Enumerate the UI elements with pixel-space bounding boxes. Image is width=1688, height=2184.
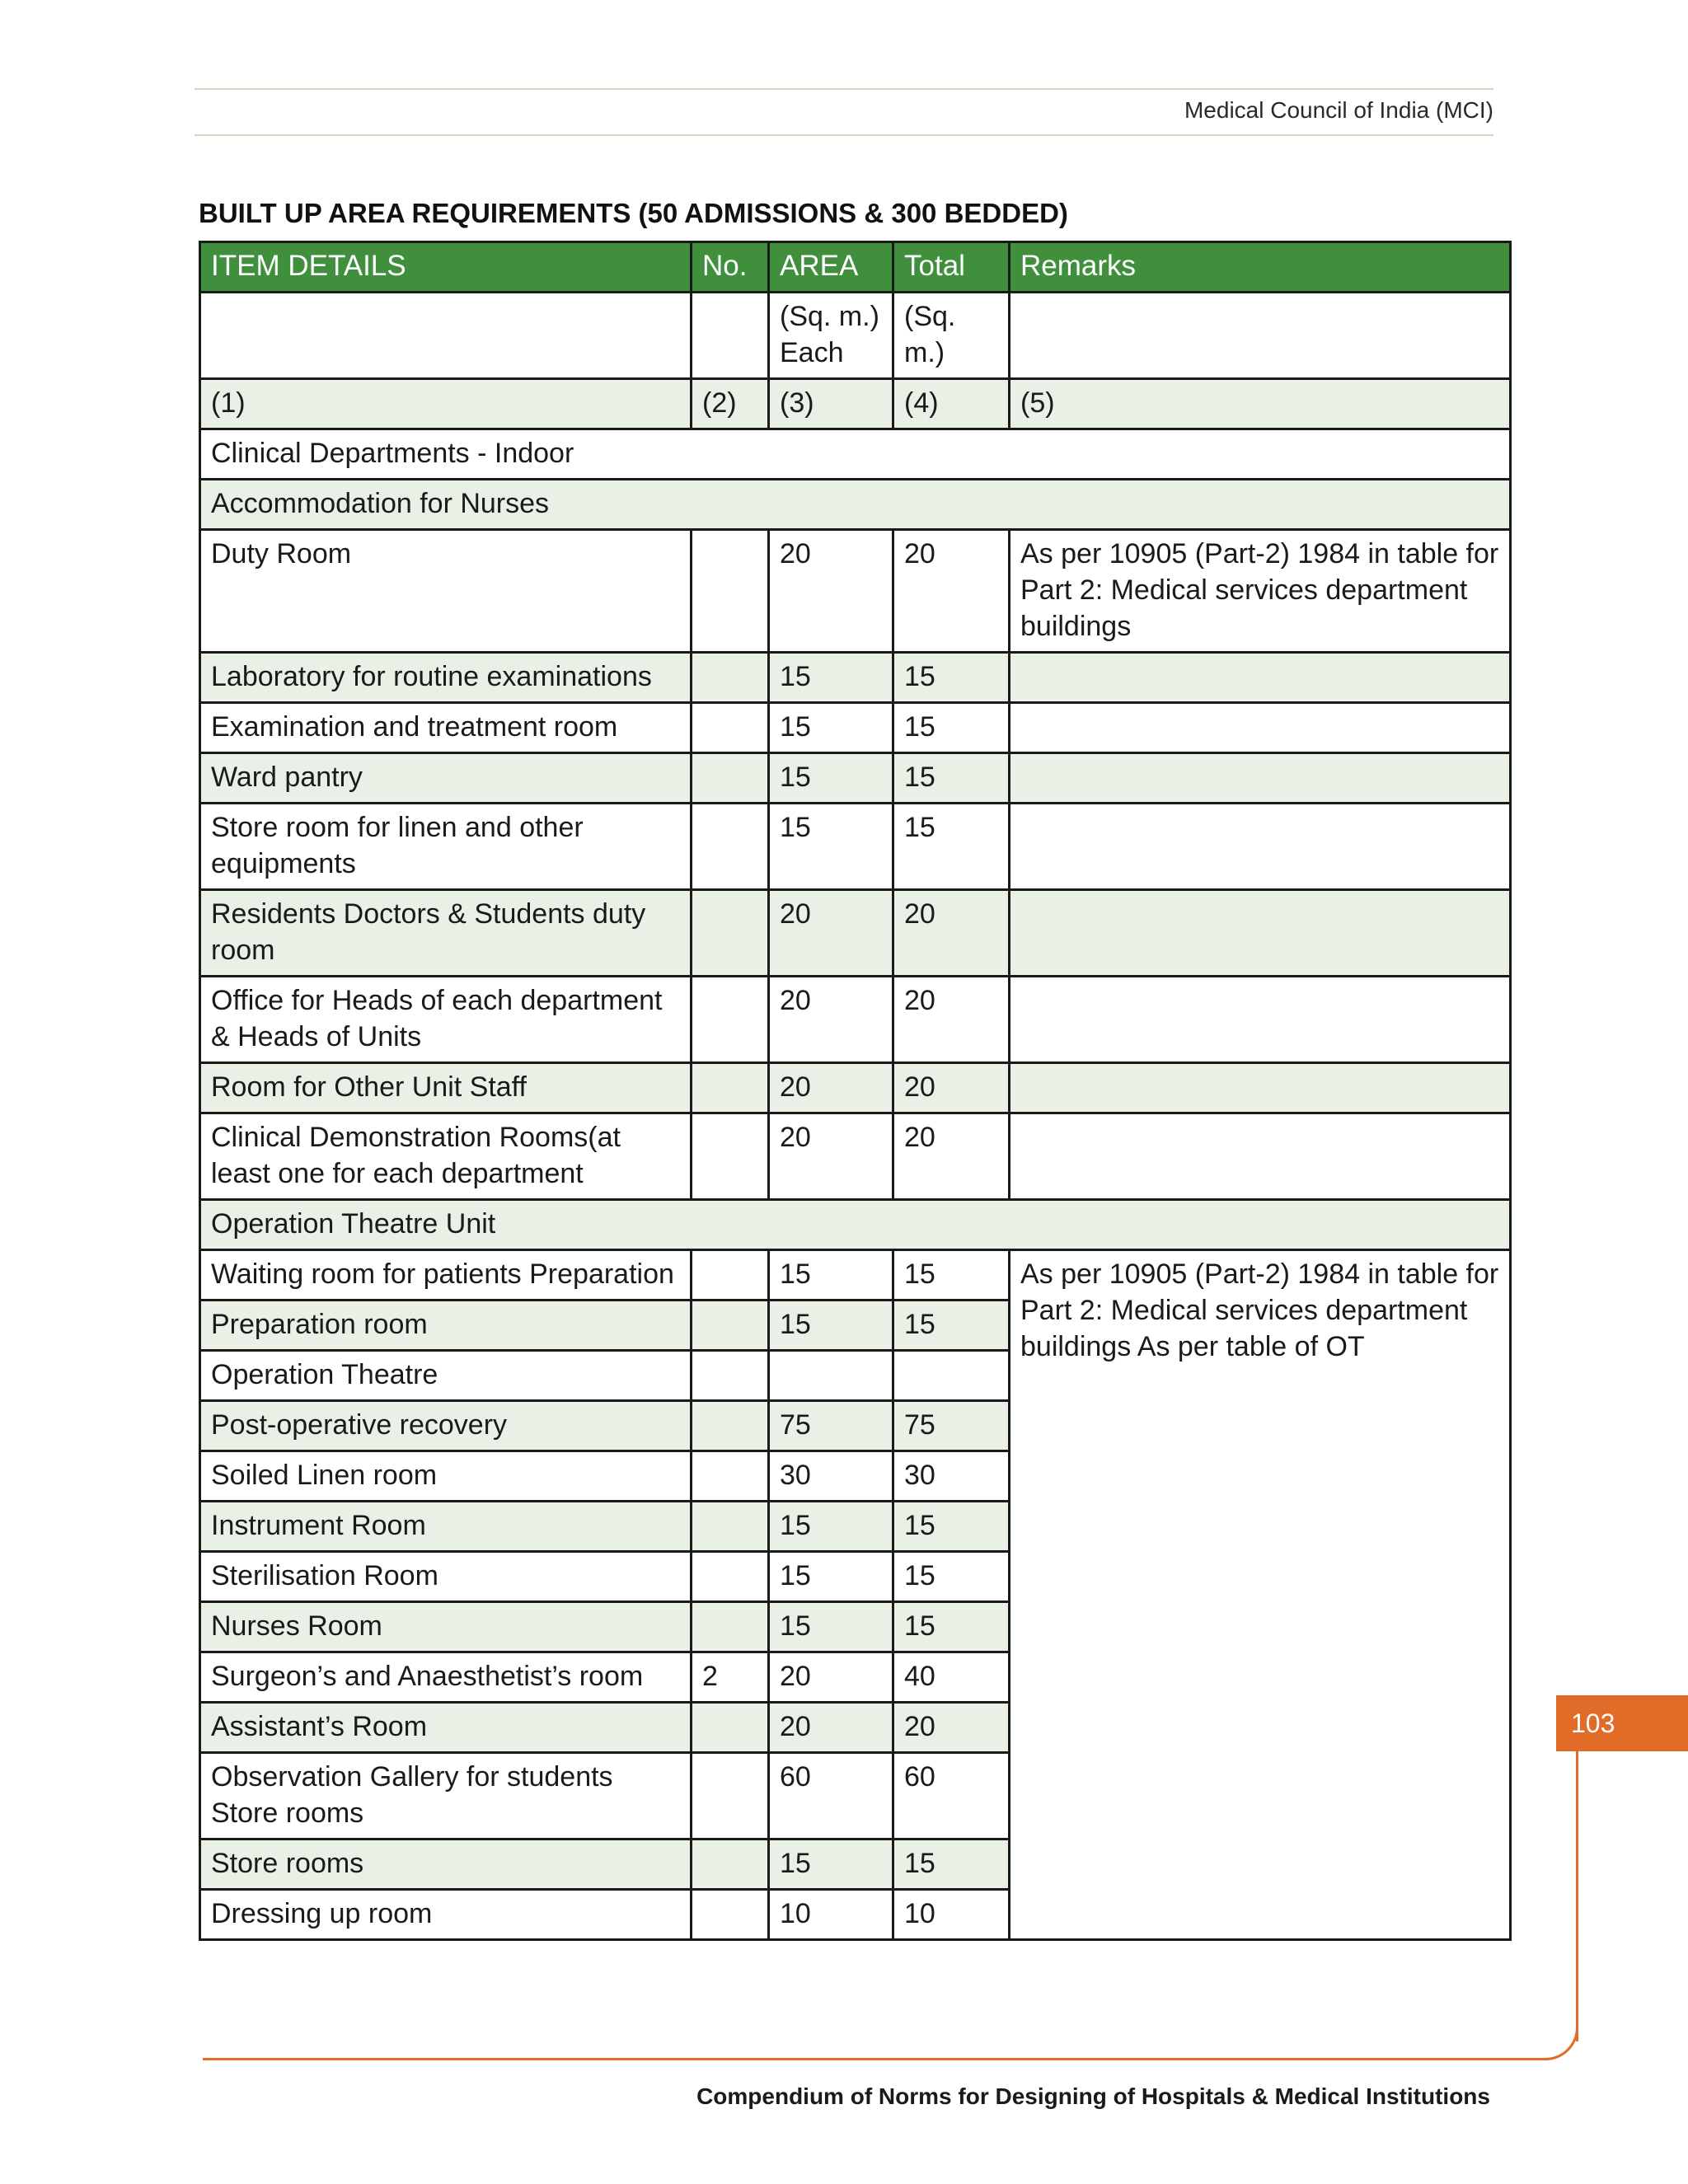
item-count <box>692 1890 769 1940</box>
item-name: Laboratory for routine examinations <box>200 653 692 703</box>
remark-cell <box>1010 1063 1511 1113</box>
item-name: Residents Doctors & Students duty room <box>200 890 692 977</box>
section-indoor: Clinical Departments - Indoor <box>200 429 1511 480</box>
item-count <box>692 1840 769 1890</box>
item-count <box>692 1602 769 1652</box>
area-total: 15 <box>893 753 1010 804</box>
item-count <box>692 1703 769 1753</box>
area-total: 15 <box>893 804 1010 890</box>
item-count <box>692 1113 769 1200</box>
area-each: 15 <box>769 703 893 753</box>
area-unit: (Sq. m.) Each <box>769 293 893 379</box>
item-name: Office for Heads of each department & Heads of Units <box>200 977 692 1063</box>
area-total: 40 <box>893 1652 1010 1703</box>
area-each: 15 <box>769 1602 893 1652</box>
item-count <box>692 753 769 804</box>
area-total: 15 <box>893 1840 1010 1890</box>
area-each: 60 <box>769 1753 893 1840</box>
col-number: (3) <box>769 379 893 429</box>
col-header-remarks: Remarks <box>1010 242 1511 293</box>
table-row <box>200 653 1511 703</box>
item-count <box>692 977 769 1063</box>
item-name: Assistant’s Room <box>200 1703 692 1753</box>
area-each: 20 <box>769 1703 893 1753</box>
area-total: 30 <box>893 1451 1010 1502</box>
page-title: BUILT UP AREA REQUIREMENTS (50 ADMISSIONS & 300 BEDDED) <box>199 198 1068 228</box>
remark-cell <box>1010 653 1511 703</box>
item-name: Clinical Demonstration Rooms(at least one for each department <box>200 1113 692 1200</box>
col-header-item: ITEM DETAILS <box>200 242 692 293</box>
area-total: 10 <box>893 1890 1010 1940</box>
item-name: Dressing up room <box>200 1890 692 1940</box>
item-name: Room for Other Unit Staff <box>200 1063 692 1113</box>
area-each: 15 <box>769 1301 893 1351</box>
area-each: 20 <box>769 977 893 1063</box>
footer-rule <box>203 2058 1538 2060</box>
table-row <box>200 1113 1511 1200</box>
item-count <box>692 530 769 653</box>
table-row <box>200 804 1511 890</box>
col-number: (4) <box>893 379 1010 429</box>
area-each: 15 <box>769 1250 893 1301</box>
col-header-total: Total <box>893 242 1010 293</box>
total-unit: (Sq. m.) <box>893 293 1010 379</box>
item-name: Soiled Linen room <box>200 1451 692 1502</box>
col-header-area: AREA <box>769 242 893 293</box>
item-count <box>692 1552 769 1602</box>
area-total: 20 <box>893 1113 1010 1200</box>
item-name: Observation Gallery for students Store rooms <box>200 1753 692 1840</box>
item-count <box>692 1351 769 1401</box>
remark-cell: As per 10905 (Part-2) 1984 in table for Part 2: Medical services department buildings As per table of OT <box>1010 1250 1511 1940</box>
item-name: Examination and treatment room <box>200 703 692 753</box>
area-total: 20 <box>893 530 1010 653</box>
item-count <box>692 1753 769 1840</box>
column-number-row <box>200 379 1511 429</box>
table-row <box>200 977 1511 1063</box>
item-count <box>692 804 769 890</box>
item-name: Instrument Room <box>200 1502 692 1552</box>
section-row <box>200 1200 1511 1250</box>
table-row <box>200 890 1511 977</box>
item-name: Nurses Room <box>200 1602 692 1652</box>
section-row <box>200 429 1511 480</box>
page-decoration-curve <box>1535 2017 1578 2060</box>
area-each: 15 <box>769 753 893 804</box>
item-name: Waiting room for patients Preparation <box>200 1250 692 1301</box>
item-count: 2 <box>692 1652 769 1703</box>
table-row <box>200 1250 1511 1301</box>
col-number: (5) <box>1010 379 1511 429</box>
page-number-tab: 103 <box>1556 1695 1688 1751</box>
area-total: 60 <box>893 1753 1010 1840</box>
remark-cell <box>1010 753 1511 804</box>
section-ot: Operation Theatre Unit <box>200 1200 1511 1250</box>
item-name: Store rooms <box>200 1840 692 1890</box>
table-row <box>200 703 1511 753</box>
area-each: 20 <box>769 1652 893 1703</box>
area-each: 15 <box>769 804 893 890</box>
footer-title: Compendium of Norms for Designing of Hospitals & Medical Institutions <box>696 2083 1490 2109</box>
area-total: 20 <box>893 977 1010 1063</box>
header-rule-bottom <box>195 134 1493 136</box>
area-total: 15 <box>893 703 1010 753</box>
area-requirements-table <box>199 241 1512 1941</box>
area-each: 20 <box>769 890 893 977</box>
area-each: 20 <box>769 1113 893 1200</box>
table-row <box>200 530 1511 653</box>
area-total <box>893 1351 1010 1401</box>
area-total: 15 <box>893 1552 1010 1602</box>
area-total: 15 <box>893 1602 1010 1652</box>
area-total: 15 <box>893 1250 1010 1301</box>
col-header-no: No. <box>692 242 769 293</box>
area-total: 75 <box>893 1401 1010 1451</box>
area-total: 15 <box>893 653 1010 703</box>
area-total: 20 <box>893 1703 1010 1753</box>
section-nurses: Accommodation for Nurses <box>200 480 1511 530</box>
remark-cell <box>1010 1113 1511 1200</box>
item-name: Ward pantry <box>200 753 692 804</box>
area-each: 15 <box>769 653 893 703</box>
area-total: 20 <box>893 890 1010 977</box>
item-count <box>692 653 769 703</box>
item-name: Surgeon’s and Anaesthetist’s room <box>200 1652 692 1703</box>
remark-cell <box>1010 977 1511 1063</box>
item-count <box>692 1063 769 1113</box>
area-each: 10 <box>769 1890 893 1940</box>
item-count <box>692 1502 769 1552</box>
item-name: Duty Room <box>200 530 692 653</box>
item-name: Store room for linen and other equipments <box>200 804 692 890</box>
table-row <box>200 753 1511 804</box>
remark-cell <box>1010 804 1511 890</box>
item-count <box>692 1451 769 1502</box>
table-row <box>200 1063 1511 1113</box>
area-each <box>769 1351 893 1401</box>
area-each: 30 <box>769 1451 893 1502</box>
section-row <box>200 480 1511 530</box>
remark-cell: As per 10905 (Part-2) 1984 in table for Part 2: Medical services department buildings <box>1010 530 1511 653</box>
item-name: Post-operative recovery <box>200 1401 692 1451</box>
page-decoration-line <box>1576 1751 1578 2041</box>
item-count <box>692 1301 769 1351</box>
item-count <box>692 1401 769 1451</box>
item-name: Preparation room <box>200 1301 692 1351</box>
area-each: 15 <box>769 1840 893 1890</box>
item-name: Sterilisation Room <box>200 1552 692 1602</box>
item-count <box>692 703 769 753</box>
area-each: 75 <box>769 1401 893 1451</box>
area-each: 15 <box>769 1502 893 1552</box>
remark-cell <box>1010 703 1511 753</box>
area-each: 20 <box>769 1063 893 1113</box>
header-rule-top <box>195 88 1493 90</box>
item-count <box>692 1250 769 1301</box>
units-row <box>200 293 1511 379</box>
col-number: (2) <box>692 379 769 429</box>
area-total: 15 <box>893 1301 1010 1351</box>
area-total: 20 <box>893 1063 1010 1113</box>
area-each: 15 <box>769 1552 893 1602</box>
item-count <box>692 890 769 977</box>
header-publisher: Medical Council of India (MCI) <box>1184 97 1493 123</box>
remark-cell <box>1010 890 1511 977</box>
col-number: (1) <box>200 379 692 429</box>
table-header-row <box>200 242 1511 293</box>
item-name: Operation Theatre <box>200 1351 692 1401</box>
area-total: 15 <box>893 1502 1010 1552</box>
area-each: 20 <box>769 530 893 653</box>
